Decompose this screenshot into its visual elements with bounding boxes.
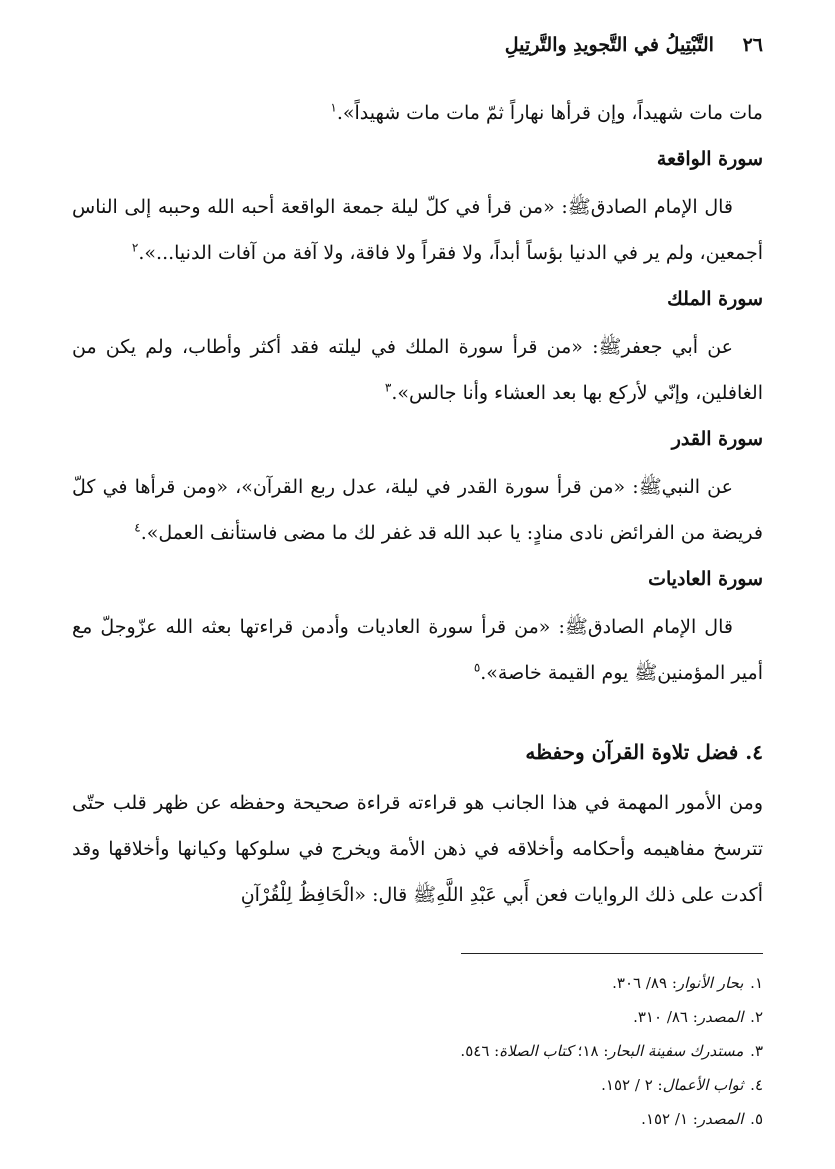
footnote-item — [72, 1102, 763, 1136]
subheading-surat-al-mulk: سورة الملك — [667, 288, 763, 310]
paragraph-text: عن أبي جعفرﷺ: «من قرأ سورة الملك في ليلته فقد أكثر وأطاب، ولم يكن من الغافلين، وإنّي لأركع بها بعد العشاء وأنا جالس». — [72, 336, 763, 404]
footnote-item — [72, 966, 763, 1000]
footnote-number: ٤. — [750, 1076, 763, 1094]
footnote-reference: : ٥٤٦. — [460, 1042, 500, 1060]
footnote-reference: : ٢ / ١٥٢. — [601, 1076, 663, 1094]
section-heading: ٤. فضل تلاوة القرآن وحفظه — [525, 740, 763, 764]
footnote-number: ٣. — [750, 1042, 763, 1060]
footnote-number: ٥. — [750, 1110, 763, 1128]
footnote-source: المصدر — [697, 1110, 744, 1128]
footnote-reference: : ١٨؛ — [572, 1042, 609, 1060]
footnote-item — [72, 1068, 763, 1102]
footnotes-list — [72, 966, 763, 1136]
footnote-source: مستدرك سفينة البحار — [608, 1042, 744, 1060]
footnote-reference: : ١/ ١٥٢. — [641, 1110, 698, 1128]
paragraph-waqia — [72, 184, 763, 276]
footnote-item — [72, 1034, 763, 1068]
footnote-source: ثواب الأعمال — [662, 1076, 744, 1094]
footnote-source: المصدر — [697, 1008, 744, 1026]
subheading-surat-al-qadr: سورة القدر — [671, 428, 763, 450]
footnote-source: كتاب الصلاة — [499, 1042, 573, 1060]
paragraph-continuation — [72, 90, 763, 136]
footnote-marker: ١ — [330, 100, 337, 115]
footnote-marker: ٢ — [131, 240, 139, 255]
paragraph-mulk — [72, 324, 763, 416]
subheading-surat-al-adiyat: سورة العاديات — [648, 568, 763, 590]
footnote-marker: ٤ — [134, 520, 141, 535]
footnote-separator — [461, 953, 763, 954]
paragraph-text: قال الإمام الصادقﷺ: «من قرأ في كلّ ليلة جمعة الواقعة أحبه الله وحببه إلى الناس أجمعين، ولم ير في الدنيا بؤساً أبداً، ولا فقراً ولا فاقة، ولا آفة من آفات الدنيا...». — [72, 196, 763, 264]
running-header — [72, 34, 763, 64]
paragraph-text: ومن الأمور المهمة في هذا الجانب هو قراءته قراءة صحيحة وحفظه عن ظهر قلب حتّى تترسخ مفاهيمه وأحكامه وأخلاقه في ذهن الأمة ويخرج في سلوكها وكيانها وأخلاقها وقد أكدت على ذلك الروايات فعن أَبي عَبْدِ اللَّهِﷺ قال: «الْحَافِظُ لِلْقُرْآنِ — [72, 792, 763, 906]
main-text — [72, 90, 763, 924]
footnote-source: بحار الأنوار — [676, 974, 744, 992]
page-number: ٢٦ — [742, 34, 763, 56]
paragraph-recitation — [72, 780, 763, 918]
footnote-reference: : ٨٦/ ٣١٠. — [633, 1008, 698, 1026]
paragraph-text: عن النبيﷺ: «من قرأ سورة القدر في ليلة، عدل ربع القرآن»، «ومن قرأها في كلّ فريضة من الفرائض نادى منادٍ: يا عبد الله قد غفر لك ما مضى فاستأنف العمل». — [72, 476, 763, 544]
subheading-surat-al-waqia: سورة الواقعة — [656, 148, 763, 170]
footnote-number: ١. — [750, 974, 763, 992]
footnote-marker: ٣ — [384, 380, 392, 395]
footnote-marker: ٥ — [473, 660, 481, 675]
paragraph-adiyat — [72, 604, 763, 696]
footnote-number: ٢. — [750, 1008, 763, 1026]
footnote-item — [72, 1000, 763, 1034]
paragraph-qadr — [72, 464, 763, 556]
footnote-reference: : ٨٩/ ٣٠٦. — [612, 974, 677, 992]
paragraph-text: مات مات شهيداً، وإن قرأها نهاراً ثمّ مات مات شهيداً». — [336, 102, 763, 124]
paragraph-text: قال الإمام الصادقﷺ: «من قرأ سورة العاديات وأدمن قراءتها بعثه الله عزّوجلّ مع أمير المؤمنينﷺ يوم القيمة خاصة». — [72, 616, 763, 684]
running-title: التَّبْتِيلُ في التَّجويدِ والتَّرتِيلِ — [504, 34, 714, 56]
